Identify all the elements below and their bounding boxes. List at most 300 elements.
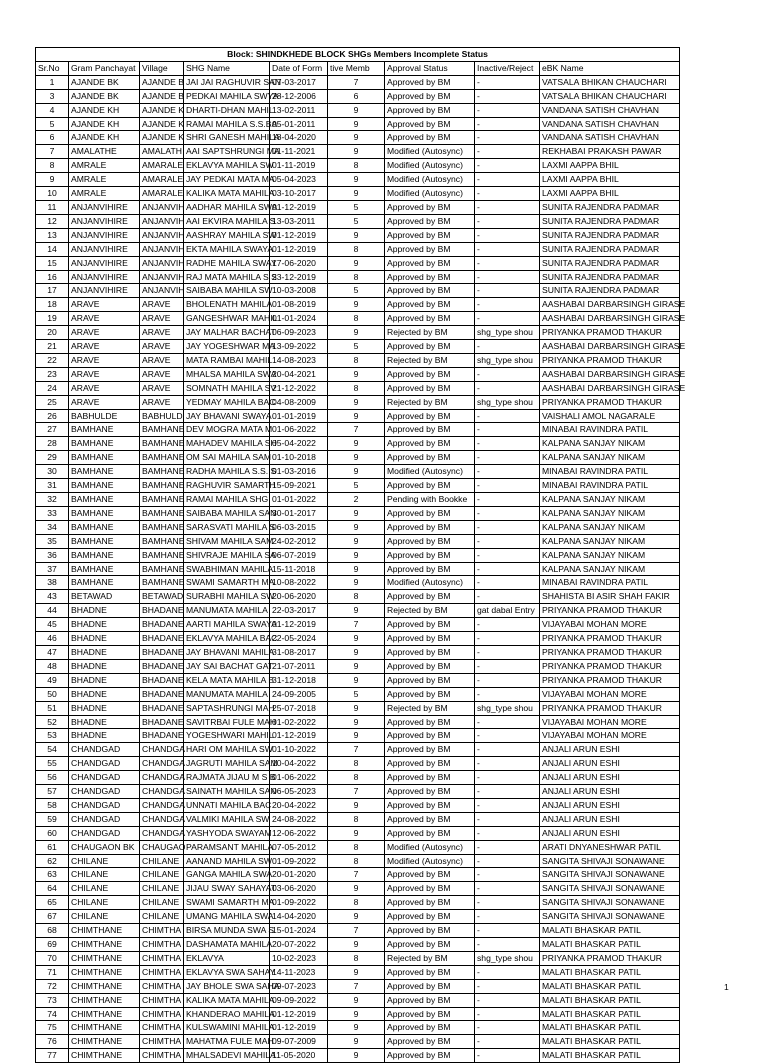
ebk-name-cell: MALATI BHASKAR PATIL <box>540 1035 680 1049</box>
gram-panchayat-cell: CHIMTHANE <box>69 993 140 1007</box>
gram-panchayat-cell: ARAVE <box>69 312 140 326</box>
formation-date-cell: 24-08-2022 <box>270 812 328 826</box>
table-row <box>36 131 680 145</box>
gram-panchayat-cell: BAMHANE <box>69 534 140 548</box>
formation-date-cell: 01-12-2019 <box>270 200 328 214</box>
reason-cell: - <box>475 423 540 437</box>
reason-cell: - <box>475 659 540 673</box>
gram-panchayat-cell: CHIMTHANE <box>69 1007 140 1021</box>
member-count-cell: 9 <box>328 729 385 743</box>
member-count-cell: 9 <box>328 673 385 687</box>
member-count-cell: 9 <box>328 826 385 840</box>
gram-panchayat-cell: CHAUGAON BK <box>69 840 140 854</box>
approval-status-cell: Modified (Autosync) <box>385 576 475 590</box>
table-row <box>36 951 680 965</box>
ebk-name-cell: MINABAI RAVINDRA PATIL <box>540 423 680 437</box>
approval-status-cell: Approved by BM <box>385 312 475 326</box>
table-row <box>36 715 680 729</box>
shg-name-cell: GANGA MAHILA SWA <box>184 868 270 882</box>
reason-cell: - <box>475 771 540 785</box>
ebk-name-cell: MINABAI RAVINDRA PATIL <box>540 576 680 590</box>
table-row <box>36 437 680 451</box>
gram-panchayat-cell: ANJANVIHIRE <box>69 242 140 256</box>
gram-panchayat-cell: ARAVE <box>69 326 140 340</box>
shg-name-cell: MHALSADEVI MAHILA <box>184 1049 270 1063</box>
gram-panchayat-cell: AJANDE BK <box>69 89 140 103</box>
approval-status-cell: Modified (Autosync) <box>385 159 475 173</box>
gram-panchayat-cell: CHANDGAD <box>69 743 140 757</box>
village-cell: BHADANE <box>140 729 184 743</box>
ebk-name-cell: PRIYANKA PRAMOD THAKUR <box>540 701 680 715</box>
reason-cell: - <box>475 743 540 757</box>
shg-name-cell: SAIBABA MAHILA SW <box>184 284 270 298</box>
approval-status-cell: Approved by BM <box>385 1007 475 1021</box>
formation-date-cell: 17-06-2020 <box>270 256 328 270</box>
sr-no-cell: 49 <box>36 673 69 687</box>
approval-status-cell: Approved by BM <box>385 785 475 799</box>
ebk-name-cell: PRIYANKA PRAMOD THAKUR <box>540 632 680 646</box>
shg-name-cell: DASHAMATA MAHILA <box>184 938 270 952</box>
village-cell: BAMHANE <box>140 534 184 548</box>
sr-no-cell: 47 <box>36 645 69 659</box>
table-row <box>36 548 680 562</box>
member-count-cell: 8 <box>328 590 385 604</box>
shg-name-cell: GANGESHWAR MAHIL <box>184 312 270 326</box>
approval-status-cell: Modified (Autosync) <box>385 840 475 854</box>
table-row <box>36 965 680 979</box>
reason-cell: - <box>475 214 540 228</box>
gram-panchayat-cell: CHIMTHANE <box>69 1035 140 1049</box>
ebk-name-cell: PRIYANKA PRAMOD THAKUR <box>540 659 680 673</box>
table-row <box>36 826 680 840</box>
member-count-cell: 5 <box>328 200 385 214</box>
shg-name-cell: RAJMATA JIJAU M S B <box>184 771 270 785</box>
gram-panchayat-cell: BHADNE <box>69 618 140 632</box>
sr-no-cell: 24 <box>36 381 69 395</box>
formation-date-cell: 07-05-2012 <box>270 840 328 854</box>
reason-cell: - <box>475 367 540 381</box>
reason-cell: - <box>475 757 540 771</box>
member-count-cell: 8 <box>328 951 385 965</box>
reason-cell: - <box>475 312 540 326</box>
ebk-name-cell: AASHABAI DARBARSINGH GIRASE <box>540 340 680 354</box>
reason-cell: - <box>475 715 540 729</box>
approval-status-cell: Approved by BM <box>385 520 475 534</box>
shg-name-cell: MANUMATA MAHILA <box>184 604 270 618</box>
shg-name-cell: JAY MALHAR BACHAT <box>184 326 270 340</box>
formation-date-cell: 13-02-2011 <box>270 103 328 117</box>
village-cell: AMARALE <box>140 173 184 187</box>
table-row <box>36 771 680 785</box>
shg-name-cell: RADHA MAHILA S.S. S <box>184 465 270 479</box>
village-cell: BHADANE <box>140 618 184 632</box>
table-row <box>36 451 680 465</box>
village-cell: CHIMTHA <box>140 951 184 965</box>
member-count-cell: 9 <box>328 993 385 1007</box>
approval-status-cell: Approved by BM <box>385 228 475 242</box>
header-row <box>36 61 680 75</box>
ebk-name-cell: REKHABAI PRAKASH PAWAR <box>540 145 680 159</box>
reason-cell: - <box>475 381 540 395</box>
approval-status-cell: Approved by BM <box>385 910 475 924</box>
sr-no-cell: 7 <box>36 145 69 159</box>
shg-name-cell: SAIBABA MAHILA SAN <box>184 506 270 520</box>
ebk-name-cell: KALPANA SANJAY NIKAM <box>540 451 680 465</box>
member-count-cell: 7 <box>328 785 385 799</box>
approval-status-cell: Approved by BM <box>385 812 475 826</box>
shg-name-cell: RAMAI MAHILA SHG <box>184 493 270 507</box>
sr-no-cell: 45 <box>36 618 69 632</box>
village-cell: CHANDGA <box>140 798 184 812</box>
table-row <box>36 1035 680 1049</box>
approval-status-cell: Modified (Autosync) <box>385 173 475 187</box>
shg-name-cell: SHIVAM MAHILA SAM <box>184 534 270 548</box>
table-row <box>36 395 680 409</box>
approval-status-cell: Approved by BM <box>385 645 475 659</box>
sr-no-cell: 18 <box>36 298 69 312</box>
ebk-name-cell: KALPANA SANJAY NIKAM <box>540 493 680 507</box>
formation-date-cell: 28-12-2006 <box>270 89 328 103</box>
ebk-name-cell: SUNITA RAJENDRA PADMAR <box>540 256 680 270</box>
ebk-name-cell: PRIYANKA PRAMOD THAKUR <box>540 951 680 965</box>
village-cell: AMALATH <box>140 145 184 159</box>
shg-name-cell: EKLAVYA SWA SAHAY <box>184 965 270 979</box>
ebk-name-cell: PRIYANKA PRAMOD THAKUR <box>540 326 680 340</box>
gram-panchayat-cell: ARAVE <box>69 367 140 381</box>
member-count-cell: 7 <box>328 743 385 757</box>
table-row <box>36 993 680 1007</box>
approval-status-cell: Approved by BM <box>385 826 475 840</box>
table-row <box>36 173 680 187</box>
member-count-cell: 9 <box>328 938 385 952</box>
reason-cell: - <box>475 173 540 187</box>
ebk-name-cell: SANGITA SHIVAJI SONAWANE <box>540 910 680 924</box>
reason-cell: - <box>475 520 540 534</box>
ebk-name-cell: MALATI BHASKAR PATIL <box>540 1007 680 1021</box>
ebk-name-cell: SUNITA RAJENDRA PADMAR <box>540 228 680 242</box>
sr-no-cell: 32 <box>36 493 69 507</box>
village-cell: CHIMTHA <box>140 1049 184 1063</box>
gram-panchayat-cell: CHIMTHANE <box>69 938 140 952</box>
table-row <box>36 298 680 312</box>
village-cell: ANJANVIH <box>140 214 184 228</box>
gram-panchayat-cell: ARAVE <box>69 353 140 367</box>
ebk-name-cell: MALATI BHASKAR PATIL <box>540 938 680 952</box>
sr-no-cell: 58 <box>36 798 69 812</box>
ebk-name-cell: ANJALI ARUN ESHI <box>540 771 680 785</box>
table-row <box>36 145 680 159</box>
sr-no-cell: 19 <box>36 312 69 326</box>
gram-panchayat-cell: BABHULDE <box>69 409 140 423</box>
gram-panchayat-cell: BAMHANE <box>69 465 140 479</box>
ebk-name-cell: VIJAYABAI MOHAN MORE <box>540 687 680 701</box>
shg-name-cell: PARAMSANT MAHILA <box>184 840 270 854</box>
village-cell: CHANDGA <box>140 785 184 799</box>
table-row <box>36 284 680 298</box>
village-cell: ARAVE <box>140 395 184 409</box>
table-row <box>36 228 680 242</box>
reason-cell: - <box>475 506 540 520</box>
gram-panchayat-cell: CHIMTHANE <box>69 979 140 993</box>
member-count-cell: 9 <box>328 576 385 590</box>
approval-status-cell: Approved by BM <box>385 381 475 395</box>
approval-status-cell: Approved by BM <box>385 632 475 646</box>
approval-status-cell: Approved by BM <box>385 618 475 632</box>
formation-date-cell: 20-04-2022 <box>270 798 328 812</box>
sr-no-cell: 9 <box>36 173 69 187</box>
member-count-cell: 9 <box>328 882 385 896</box>
shg-name-cell: UMANG MAHILA SWA <box>184 910 270 924</box>
reason-cell: - <box>475 103 540 117</box>
member-count-cell: 7 <box>328 75 385 89</box>
reason-cell: shg_type shou <box>475 395 540 409</box>
table-row <box>36 576 680 590</box>
approval-status-cell: Rejected by BM <box>385 395 475 409</box>
shg-name-cell: DEV MOGRA MATA M <box>184 423 270 437</box>
village-cell: BHADANE <box>140 659 184 673</box>
approval-status-cell: Approved by BM <box>385 131 475 145</box>
approval-status-cell: Approved by BM <box>385 938 475 952</box>
village-cell: CHANDGA <box>140 771 184 785</box>
formation-date-cell: 25-07-2018 <box>270 701 328 715</box>
shg-name-cell: JAI JAI RAGHUVIR SAN <box>184 75 270 89</box>
village-cell: ANJANVIH <box>140 256 184 270</box>
approval-status-cell: Approved by BM <box>385 506 475 520</box>
formation-date-cell: 01-09-2022 <box>270 896 328 910</box>
ebk-name-cell: KALPANA SANJAY NIKAM <box>540 562 680 576</box>
gram-panchayat-cell: BAMHANE <box>69 493 140 507</box>
report-sheet <box>35 47 686 1063</box>
sr-no-cell: 64 <box>36 882 69 896</box>
gram-panchayat-cell: CHIMTHANE <box>69 924 140 938</box>
member-count-cell: 7 <box>328 979 385 993</box>
member-count-cell: 5 <box>328 479 385 493</box>
formation-date-cell: 01-10-2018 <box>270 451 328 465</box>
shg-name-cell: KALIKA MATA MAHILA <box>184 187 270 201</box>
table-row <box>36 673 680 687</box>
reason-cell: gat dabal Entry <box>475 604 540 618</box>
table-row <box>36 534 680 548</box>
formation-date-cell: 22-05-2024 <box>270 632 328 646</box>
ebk-name-cell: PRIYANKA PRAMOD THAKUR <box>540 395 680 409</box>
reason-cell: - <box>475 1035 540 1049</box>
gram-panchayat-cell: CHIMTHANE <box>69 951 140 965</box>
gram-panchayat-cell: ARAVE <box>69 381 140 395</box>
formation-date-cell: 01-12-2019 <box>270 618 328 632</box>
approval-status-cell: Rejected by BM <box>385 701 475 715</box>
ebk-name-cell: AASHABAI DARBARSINGH GIRASE <box>540 367 680 381</box>
ebk-name-cell: KALPANA SANJAY NIKAM <box>540 437 680 451</box>
approval-status-cell: Rejected by BM <box>385 951 475 965</box>
gram-panchayat-cell: BAMHANE <box>69 506 140 520</box>
table-row <box>36 785 680 799</box>
gram-panchayat-cell: BHADNE <box>69 729 140 743</box>
member-count-cell: 9 <box>328 298 385 312</box>
shg-name-cell: RADHE MAHILA SWAY <box>184 256 270 270</box>
village-cell: ARAVE <box>140 298 184 312</box>
ebk-name-cell: MALATI BHASKAR PATIL <box>540 924 680 938</box>
gram-panchayat-cell: ANJANVIHIRE <box>69 228 140 242</box>
gram-panchayat-cell: AJANDE KH <box>69 117 140 131</box>
formation-date-cell: 01-12-2019 <box>270 1021 328 1035</box>
reason-cell: - <box>475 340 540 354</box>
shg-name-cell: KELA MATA MAHILA B <box>184 673 270 687</box>
ebk-name-cell: VANDANA SATISH CHAVHAN <box>540 117 680 131</box>
gram-panchayat-cell: ANJANVIHIRE <box>69 284 140 298</box>
gram-panchayat-cell: AMRALE <box>69 159 140 173</box>
approval-status-cell: Approved by BM <box>385 89 475 103</box>
table-row <box>36 618 680 632</box>
member-count-cell: 9 <box>328 228 385 242</box>
village-cell: CHILANE <box>140 910 184 924</box>
table-row <box>36 840 680 854</box>
gram-panchayat-cell: AJANDE KH <box>69 103 140 117</box>
table-row <box>36 479 680 493</box>
shg-name-cell: AASHRAY MAHILA SW <box>184 228 270 242</box>
sr-no-cell: 27 <box>36 423 69 437</box>
reason-cell: - <box>475 228 540 242</box>
shg-name-cell: JAY BHAVANI MAHILA <box>184 645 270 659</box>
table-row <box>36 465 680 479</box>
formation-date-cell: 01-01-2022 <box>270 493 328 507</box>
formation-date-cell: 05-01-2011 <box>270 117 328 131</box>
gram-panchayat-cell: CHANDGAD <box>69 785 140 799</box>
member-count-cell: 9 <box>328 701 385 715</box>
village-cell: BHADANE <box>140 604 184 618</box>
gram-panchayat-cell: BHADNE <box>69 645 140 659</box>
sr-no-cell: 67 <box>36 910 69 924</box>
member-count-cell: 9 <box>328 131 385 145</box>
shg-name-cell: SARASVATI MAHILA S <box>184 520 270 534</box>
shg-name-cell: BIRSA MUNDA SWA S <box>184 924 270 938</box>
formation-date-cell: 15-01-2024 <box>270 924 328 938</box>
village-cell: AJANDE K <box>140 131 184 145</box>
approval-status-cell: Approved by BM <box>385 256 475 270</box>
approval-status-cell: Approved by BM <box>385 771 475 785</box>
formation-date-cell: 23-12-2019 <box>270 270 328 284</box>
shg-name-cell: UNNATI MAHILA BAC <box>184 798 270 812</box>
member-count-cell: 9 <box>328 965 385 979</box>
village-cell: BAMHANE <box>140 562 184 576</box>
member-count-cell: 8 <box>328 159 385 173</box>
village-cell: CHIMTHA <box>140 965 184 979</box>
member-count-cell: 7 <box>328 868 385 882</box>
approval-status-cell: Approved by BM <box>385 214 475 228</box>
shg-name-cell: JIJAU SWAY SAHAYAT <box>184 882 270 896</box>
approval-status-cell: Approved by BM <box>385 868 475 882</box>
formation-date-cell: 06-07-2019 <box>270 548 328 562</box>
village-cell: BABHULD <box>140 409 184 423</box>
ebk-name-cell: ANJALI ARUN ESHI <box>540 812 680 826</box>
village-cell: CHAUGAO <box>140 840 184 854</box>
ebk-name-cell: VANDANA SATISH CHAVHAN <box>540 103 680 117</box>
approval-status-cell: Approved by BM <box>385 757 475 771</box>
formation-date-cell: 21-07-2011 <box>270 659 328 673</box>
member-count-cell: 5 <box>328 687 385 701</box>
gram-panchayat-cell: CHIMTHANE <box>69 1021 140 1035</box>
ebk-name-cell: AASHABAI DARBARSINGH GIRASE <box>540 312 680 326</box>
formation-date-cell: 05-04-2023 <box>270 173 328 187</box>
member-count-cell: 9 <box>328 173 385 187</box>
village-cell: AJANDE K <box>140 117 184 131</box>
gram-panchayat-cell: BAMHANE <box>69 451 140 465</box>
village-cell: AMARALE <box>140 187 184 201</box>
formation-date-cell: 24-02-2012 <box>270 534 328 548</box>
table-row <box>36 854 680 868</box>
village-cell: CHILANE <box>140 882 184 896</box>
reason-cell: - <box>475 632 540 646</box>
village-cell: ANJANVIH <box>140 242 184 256</box>
reason-cell: - <box>475 479 540 493</box>
gram-panchayat-cell: BHADNE <box>69 659 140 673</box>
sr-no-cell: 6 <box>36 131 69 145</box>
ebk-name-cell: ANJALI ARUN ESHI <box>540 798 680 812</box>
formation-date-cell: 20-06-2020 <box>270 590 328 604</box>
shg-name-cell: BHOLENATH MAHILA <box>184 298 270 312</box>
approval-status-cell: Rejected by BM <box>385 604 475 618</box>
sr-no-cell: 77 <box>36 1049 69 1063</box>
village-cell: ARAVE <box>140 367 184 381</box>
shg-name-cell: JAY PEDKAI MATA MA <box>184 173 270 187</box>
approval-status-cell: Modified (Autosync) <box>385 187 475 201</box>
gram-panchayat-cell: CHIMTHANE <box>69 965 140 979</box>
village-cell: ARAVE <box>140 381 184 395</box>
reason-cell: - <box>475 924 540 938</box>
approval-status-cell: Approved by BM <box>385 103 475 117</box>
table-row <box>36 89 680 103</box>
reason-cell: - <box>475 75 540 89</box>
table-row <box>36 1021 680 1035</box>
member-count-cell: 9 <box>328 798 385 812</box>
ebk-name-cell: SUNITA RAJENDRA PADMAR <box>540 270 680 284</box>
gram-panchayat-cell: CHANDGAD <box>69 798 140 812</box>
formation-date-cell: 01-06-2022 <box>270 423 328 437</box>
shg-name-cell: PEDKAI MAHILA SWYA <box>184 89 270 103</box>
ebk-name-cell: PRIYANKA PRAMOD THAKUR <box>540 604 680 618</box>
sr-no-cell: 31 <box>36 479 69 493</box>
gram-panchayat-cell: BAMHANE <box>69 437 140 451</box>
page-number: 1 <box>724 982 729 992</box>
formation-date-cell: 01-03-2016 <box>270 465 328 479</box>
reason-cell: - <box>475 965 540 979</box>
member-count-cell: 9 <box>328 506 385 520</box>
formation-date-cell: 01-10-2022 <box>270 743 328 757</box>
gram-panchayat-cell: AMRALE <box>69 173 140 187</box>
sr-no-cell: 54 <box>36 743 69 757</box>
col-header-ebk-name: eBK Name <box>540 61 680 75</box>
village-cell: ARAVE <box>140 353 184 367</box>
reason-cell: - <box>475 409 540 423</box>
ebk-name-cell: ARATI DNYANESHWAR PATIL <box>540 840 680 854</box>
shg-status-table <box>35 47 686 1063</box>
member-count-cell: 8 <box>328 270 385 284</box>
table-row <box>36 1049 680 1063</box>
gram-panchayat-cell: AJANDE BK <box>69 75 140 89</box>
ebk-name-cell: SHAHISTA BI ASIR SHAH FAKIR <box>540 590 680 604</box>
member-count-cell: 9 <box>328 1049 385 1063</box>
village-cell: AMARALE <box>140 159 184 173</box>
village-cell: BHADANE <box>140 687 184 701</box>
formation-date-cell: 01-09-2022 <box>270 854 328 868</box>
sr-no-cell: 38 <box>36 576 69 590</box>
approval-status-cell: Approved by BM <box>385 743 475 757</box>
shg-name-cell: RAMAI MAHILA S.S.BA <box>184 117 270 131</box>
reason-cell: - <box>475 145 540 159</box>
shg-name-cell: MANUMATA MAHILA <box>184 687 270 701</box>
shg-name-cell: AANAND MAHILA SW <box>184 854 270 868</box>
reason-cell: - <box>475 645 540 659</box>
village-cell: BAMHANE <box>140 520 184 534</box>
